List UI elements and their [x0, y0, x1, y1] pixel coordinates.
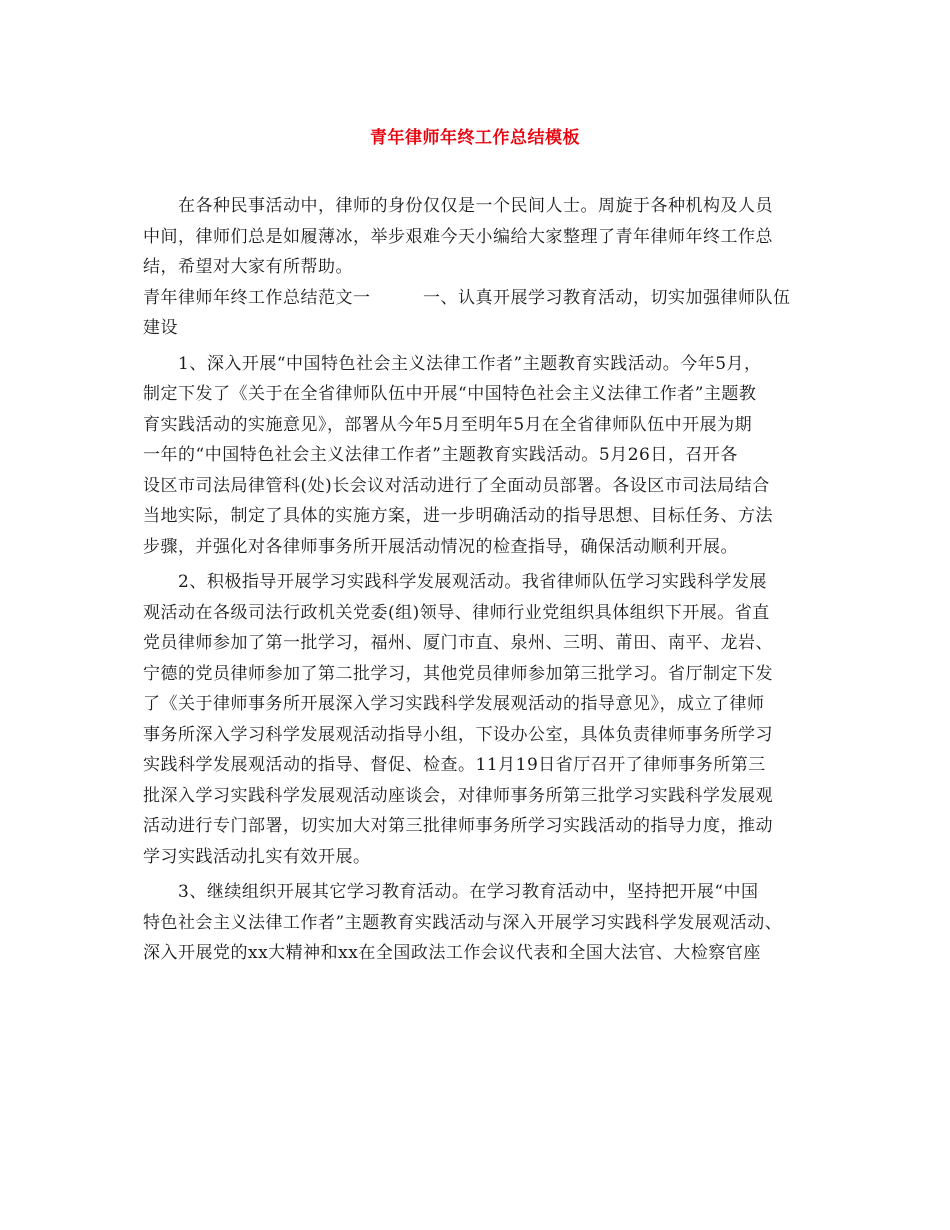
paragraph-line: 3、继续组织开展其它学习教育活动。在学习教育活动中，坚持把开展“中国	[143, 882, 759, 902]
document-title: 青年律师年终工作总结模板	[370, 128, 580, 148]
paragraph-line: 育实践活动的实施意见》，部署从今年5月至明年5月在全省律师队伍中开展为期	[143, 414, 753, 435]
paragraph-line: 学习实践活动扎实有效开展。	[143, 846, 371, 867]
paragraph-line: 中间，律师们总是如履薄冰，举步艰难今天小编给大家整理了青年律师年终工作总	[143, 226, 773, 247]
paragraph-line: 深入开展党的xx大精神和xx在全国政法工作会议代表和全国大法官、大检察官座	[143, 943, 761, 963]
paragraph-line: 一年的“中国特色社会主义法律工作者”主题教育实践活动。5月26日，召开各	[143, 445, 738, 465]
paragraph-line: 实践科学发展观活动的指导、督促、检查。11月19日省厅召开了律师事务所第三	[143, 755, 766, 775]
paragraph-line: 当地实际，制定了具体的实施方案，进一步明确活动的指导思想、目标任务、方法	[143, 506, 773, 526]
paragraph-line: 青年律师年终工作总结范文一 一、认真开展学习教育活动，切实加强律师队伍	[143, 287, 791, 308]
paragraph-line: 在各种民事活动中，律师的身份仅仅是一个民间人士。周旋于各种机构及人员	[143, 196, 773, 216]
paragraph-line: 特色社会主义法律工作者”主题教育实践活动与深入开展学习实践科学发展观活动、	[143, 912, 783, 933]
paragraph-line: 宁德的党员律师参加了第二批学习，其他党员律师参加第三批学习。省厅制定下发	[143, 663, 773, 684]
paragraph-line: 事务所深入学习科学发展观活动指导小组，下设办公室，具体负责律师事务所学习	[143, 724, 773, 745]
paragraph-line: 批深入学习实践科学发展观活动座谈会，对律师事务所第三批学习实践科学发展观	[143, 785, 773, 806]
paragraph-line: 活动进行专门部署，切实加大对第三批律师事务所学习实践活动的指导力度，推动	[143, 816, 773, 836]
paragraph-line: 制定下发了《关于在全省律师队伍中开展“中国特色社会主义法律工作者”主题教	[143, 384, 757, 404]
paragraph-line: 建设	[143, 318, 178, 338]
document-body	[143, 191, 833, 969]
paragraph-line: 结，希望对大家有所帮助。	[143, 257, 353, 277]
paragraph-line: 设区市司法局律管科(处)长会议对活动进行了全面动员部署。各设区市司法局结合	[143, 475, 770, 496]
paragraph-line: 1、深入开展“中国特色社会主义法律工作者”主题教育实践活动。今年5月，	[143, 353, 762, 374]
paragraph-line: 2、积极指导开展学习实践科学发展观活动。我省律师队伍学习实践科学发展	[143, 572, 767, 592]
paragraph-line: 观活动在各级司法行政机关党委(组)领导、律师行业党组织具体组织下开展。省直	[143, 602, 770, 623]
paragraph-line: 了《关于律师事务所开展深入学习实践科学发展观活动的指导意见》，成立了律师	[143, 694, 765, 714]
paragraph-line: 步骤，并强化对各律师事务所开展活动情况的检查指导，确保活动顺利开展。	[143, 536, 738, 557]
paragraph-line: 党员律师参加了第一批学习，福州、厦门市直、泉州、三明、莆田、南平、龙岩、	[143, 633, 773, 653]
